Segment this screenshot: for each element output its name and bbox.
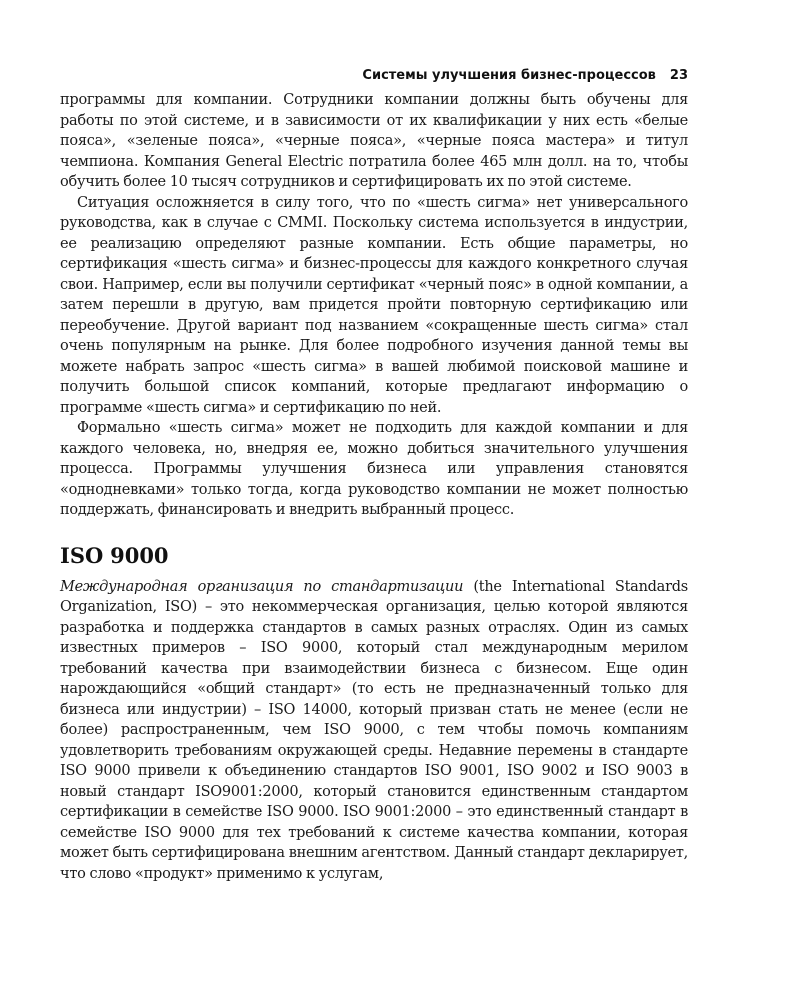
body-text: [60, 90, 688, 884]
page-number: 23: [669, 68, 688, 83]
running-header: [60, 68, 688, 84]
paragraph-six-sigma-training: программы для компании. Сотрудники компании должны быть обучены для работы по этой системе, и в зависимости от их квалификации у них есть «белые пояса», «зеленые пояса», «черные пояса», «черные пояса мастера» и титул чемпиона. Компания General Electric потратила более 465 млн долл. на то, чтобы обучить более 10 тысяч сотрудников и сертифицировать их по этой системе.: [60, 92, 688, 190]
paragraph-iso-intro: [60, 577, 688, 885]
running-title: Системы улучшения бизнес-процессов: [362, 68, 656, 83]
iso-term-italic: Международная организация по стандартизации: [60, 578, 464, 595]
paragraph-six-sigma-certification: Ситуация осложняется в силу того, что по «шесть сигма» нет универсального руководства, как в случае с CMMI. Поскольку система используется в индустрии, ее реализацию определяют разные компании. Есть общие параметры, но сертификация «шесть сигма» и бизнес-процессы для каждого конкретного случая свои. Например, если вы получили сертификат «черный пояс» в одной компании, а затем перешли в другую, вам придется пройти повторную сертификацию или переобучение. Другой вариант под названием «сокращенные шесть сигма» стал очень популярным на рынке. Для более подробного изучения данной темы вы можете набрать запрос «шесть сигма» в вашей любимой поисковой машине и получить большой список компаний, которые предлагают информацию о программе «шесть сигма» и сертификацию по ней.: [60, 194, 688, 416]
section-heading-iso-9000: ISO 9000: [60, 542, 169, 568]
paragraph-six-sigma-summary: Формально «шесть сигма» может не подходить для каждой компании и для каждого человека, но, внедряя ее, можно добиться значительного улучшения процесса. Программы улучшения бизнеса или управления становятся «однодневками» только тогда, когда руководство компании не может полностью поддержать, финансировать и внедрить выбранный процесс.: [60, 420, 688, 518]
iso-intro-text: (the International Standards Organization, ISO) – это некоммерческая организация, целью которой являются разработка и поддержка стандартов в самых разных отраслях. Один из самых известных примеров – ISO 9000, который стал международным мерилом требований качества при взаимодействии бизнеса с бизнесом. Еще один нарождающийся «общий стандарт» (то есть не предназначенный только для бизнеса или индустрии) – ISO 14000, который призван стать не менее (если не более) распространенным, чем ISO 9000, с тем чтобы помочь компаниям удовлетворить требованиям окружающей среды. Недавние перемены в стандарте ISO 9000 привели к объединению стандартов ISO 9001, ISO 9002 и ISO 9003 в новый стандарт ISO9001:2000, который становится единственным стандартом сертификации в семействе ISO 9000. ISO 9001:2000 – это единственный стандарт в семействе ISO 9000 для тех требований к системе качества компании, которая может быть сертифицирована внешним агентством. Данный стандарт декларирует, что слово «продукт» применимо к услугам,: [60, 578, 688, 882]
